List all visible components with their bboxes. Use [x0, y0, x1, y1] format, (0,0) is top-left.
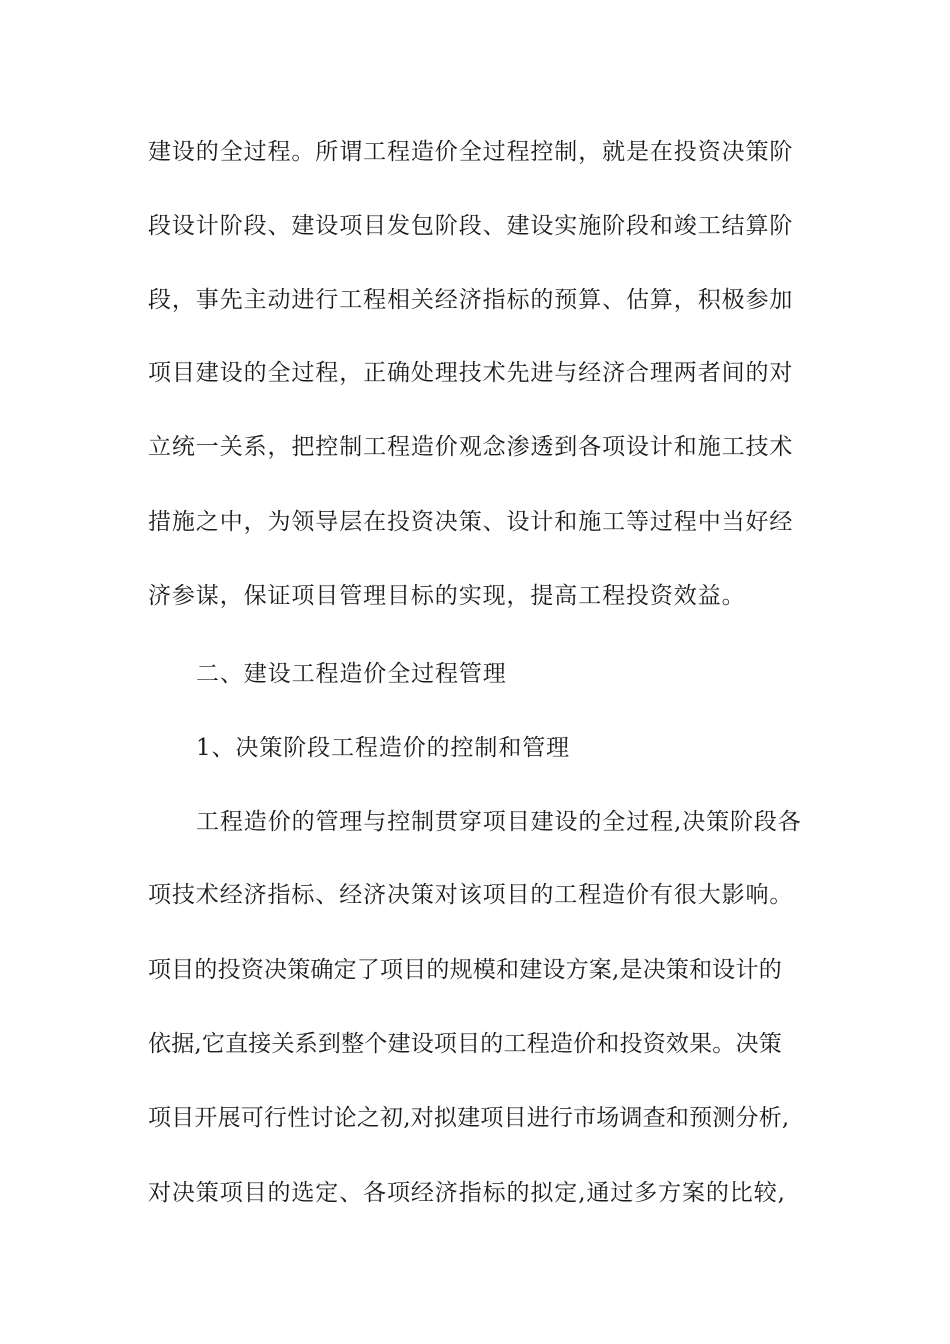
paragraph-line: 措施之中，为领导层在投资决策、设计和施工等过程中当好经: [148, 509, 794, 535]
paragraph-line: 项目开展可行性讨论之初,对拟建项目进行市场调查和预测分析,: [148, 1105, 790, 1131]
paragraph-line: 段，事先主动进行工程相关经济指标的预算、估算，积极参加: [148, 287, 794, 313]
paragraph-line: 立统一关系，把控制工程造价观念渗透到各项设计和施工技术: [148, 434, 794, 460]
paragraph-line: 对决策项目的选定、各项经济指标的拟定,通过多方案的比较,: [148, 1180, 786, 1206]
paragraph-line: 段设计阶段、建设项目发包阶段、建设实施阶段和竣工结算阶: [148, 213, 794, 239]
subsection-heading: 1、决策阶段工程造价的控制和管理: [196, 735, 571, 761]
paragraph-line: 项目的投资决策确定了项目的规模和建设方案,是决策和设计的: [148, 957, 782, 983]
paragraph-line: 建设的全过程。所谓工程造价全过程控制，就是在投资决策阶: [148, 139, 794, 165]
section-heading: 二、建设工程造价全过程管理: [196, 661, 507, 687]
paragraph-line: 工程造价的管理与控制贯穿项目建设的全过程,决策阶段各: [196, 809, 802, 835]
paragraph-line: 项目建设的全过程，正确处理技术先进与经济合理两者间的对: [148, 360, 794, 386]
paragraph-line: 依据,它直接关系到整个建设项目的工程造价和投资效果。决策: [148, 1031, 782, 1057]
paragraph-line: 济参谋，保证项目管理目标的实现，提高工程投资效益。: [148, 583, 746, 609]
paragraph-line: 项技术经济指标、经济决策对该项目的工程造价有很大影响。: [148, 882, 794, 908]
